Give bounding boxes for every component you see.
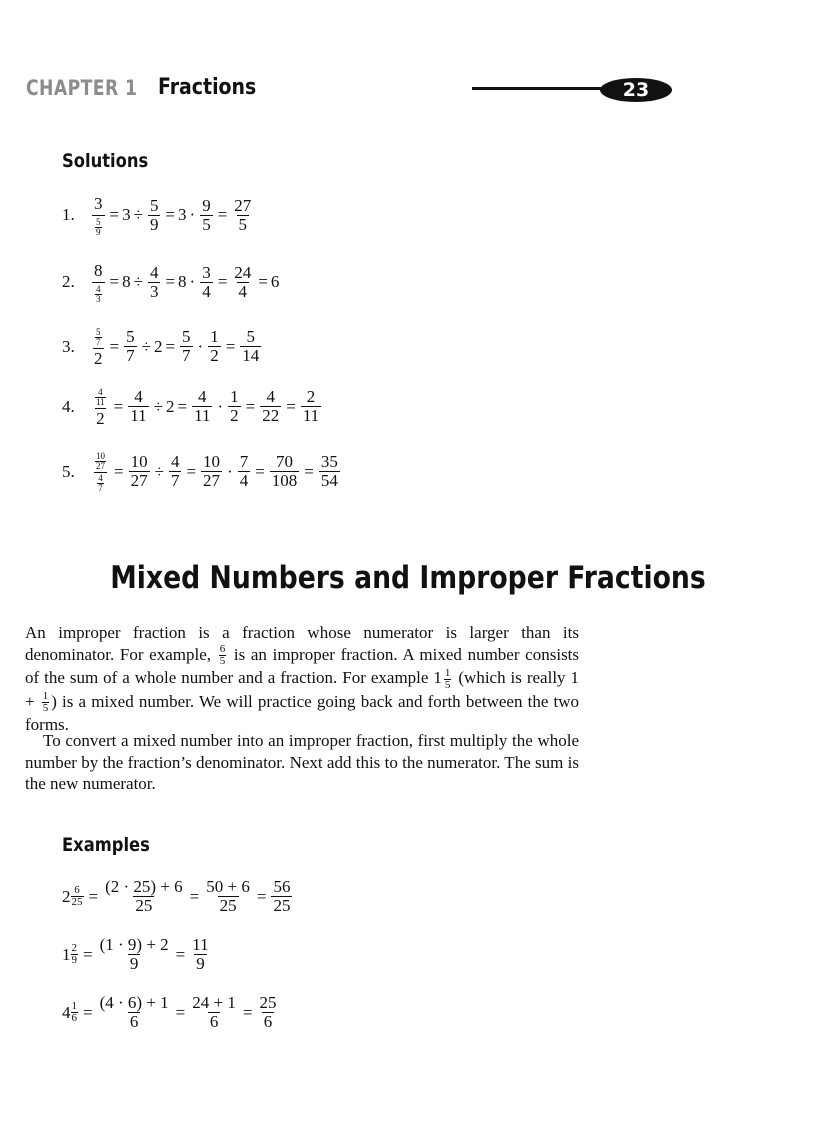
paragraph-text: An improper fraction is a fraction whose numerator is larger than its denominator. For example, [25,623,579,664]
fraction: $\frac{4}{7}$ [170,452,180,491]
fraction: $\frac{1}{2}$ [210,327,219,366]
solution-number: 4. [62,396,75,416]
fraction: $\frac{10}{27}$ [203,452,221,491]
example-1: 2 6 25 = $\frac{(2 \cdot 25) + 6}{25}$ = $\frac{50 + 6}{25}$ = $\frac{56}{25}$ [62,877,291,915]
fraction: $\frac{1}{5}$ [42,690,49,715]
complex-fraction: $\frac{\frac{4}{11}}{2}$ [96,386,105,428]
fraction: $\frac{6}{5}$ [219,643,226,668]
running-header [26,72,676,106]
complex-fraction: $\frac{3}{\frac{5}{9}}$ [94,194,103,237]
paragraph-text: ) is a mixed number. We will practice going back and forth between the two forms. [25,691,580,735]
solution-number: 2. [62,272,75,292]
fraction: $\frac{5}{7}$ [126,327,135,366]
fraction: $\frac{24}{4}$ [234,262,252,301]
fraction: $\frac{5}{7}$ [182,327,191,366]
solution-1: 1. $\frac{3}{\frac{5}{9}}$ = 3 ÷ $\frac{5}{9}$ = 3 · $\frac{9}{5}$ = $\frac{27}{5}$ [62,194,252,237]
fraction: $\frac{4}{11}$ [130,387,147,426]
fraction: $\frac{(4 \cdot 6) + 1}{6}$ [99,993,169,1031]
fraction: $\frac{3}{4}$ [202,262,211,301]
complex-fraction: $\frac{\frac{10}{27}}{\frac{4}{7}}$ [96,450,105,494]
mixed-number: 1 2 9 [62,942,77,966]
solution-4: 4. $\frac{\frac{4}{11}}{2}$ = $\frac{4}{11}$ ÷ 2 = $\frac{4}{11}$ · $\frac{1}{2}$ = $\frac{4}{22}$ = $\frac{2}{11}$ [62,386,320,428]
mixed-number: 4 1 6 [62,1000,77,1024]
solution-number: 5. [62,461,75,481]
mixed-number: 2 6 25 [62,884,83,908]
paragraph-1 [25,622,579,736]
complex-fraction: $\frac{8}{\frac{4}{3}}$ [94,261,103,304]
fraction: $\frac{1}{2}$ [230,387,239,426]
solution-3: 3. $\frac{\frac{5}{7}}{2}$ = $\frac{5}{7}$ ÷ 2 = $\frac{5}{7}$ · $\frac{1}{2}$ = $\frac{5}{14}$ [62,326,260,368]
fraction: $\frac{5}{14}$ [242,327,260,366]
fraction: $\frac{4}{11}$ [194,387,211,426]
fraction: $\frac{24 + 1}{6}$ [192,993,236,1031]
fraction: $\frac{7}{4}$ [239,452,249,491]
solution-number: 3. [62,336,75,356]
examples-heading: Examples [62,834,150,856]
example-3: 4 1 6 = $\frac{(4 \cdot 6) + 1}{6}$ = $\frac{24 + 1}{6}$ = $\frac{25}{6}$ [62,993,277,1031]
fraction: $\frac{70}{108}$ [271,452,298,491]
fraction: $\frac{11}{9}$ [192,935,209,973]
section-title: Mixed Numbers and Improper Fractions [110,560,706,596]
complex-fraction: $\frac{\frac{5}{7}}{2}$ [94,326,103,368]
fraction: $\frac{25}{6}$ [259,993,277,1031]
page-number-badge: 23 [600,78,672,102]
fraction: $\frac{1}{5}$ [444,666,451,691]
header-rule [472,87,612,90]
fraction: $\frac{(2 \cdot 25) + 6}{25}$ [105,877,183,915]
fraction: $\frac{27}{5}$ [234,195,252,234]
fraction: $\frac{50 + 6}{25}$ [206,877,250,915]
fraction: $\frac{10}{27}$ [130,452,148,491]
paragraph-text: is an improper fraction. A mixed number consists of the sum of a whole number and a fraction. For example 1 [25,644,580,688]
solution-number: 1. [62,205,75,225]
solution-2: 2. $\frac{8}{\frac{4}{3}}$ = 8 ÷ $\frac{4}{3}$ = 8 · $\frac{3}{4}$ = $\frac{24}{4}$ = 6 [62,261,280,304]
example-2: 1 2 9 = $\frac{(1 \cdot 9) + 2}{9}$ = $\frac{11}{9}$ [62,935,209,973]
fraction: $\frac{56}{25}$ [273,877,291,915]
fraction: $\frac{5}{9}$ [149,195,159,234]
solutions-heading: Solutions [62,150,149,172]
fraction: $\frac{9}{5}$ [202,195,211,234]
chapter-title: Fractions [158,75,257,100]
paragraph-2: To convert a mixed number into an improper fraction, first multiply the whole number by the fraction’s denominator. Next add this to the numerator. The sum is the new numerator. [25,731,579,793]
fraction: $\frac{2}{11}$ [302,387,320,426]
paragraph-text: (which is really 1 + [25,668,580,711]
fraction: $\frac{4}{3}$ [149,262,159,301]
solution-5: 5. $\frac{\frac{10}{27}}{\frac{4}{7}}$ = $\frac{10}{27}$ ÷ $\frac{4}{7}$ = $\frac{10}{27}$ · $\frac{7}{4}$ = $\frac{70}{108}$ = $\frac{35}{54}$ [62,450,338,494]
fraction: $\frac{(1 \cdot 9) + 2}{9}$ [99,935,169,973]
chapter-label: CHAPTER 1 [26,76,138,100]
fraction: $\frac{35}{54}$ [320,452,338,491]
fraction: $\frac{4}{22}$ [262,387,280,426]
